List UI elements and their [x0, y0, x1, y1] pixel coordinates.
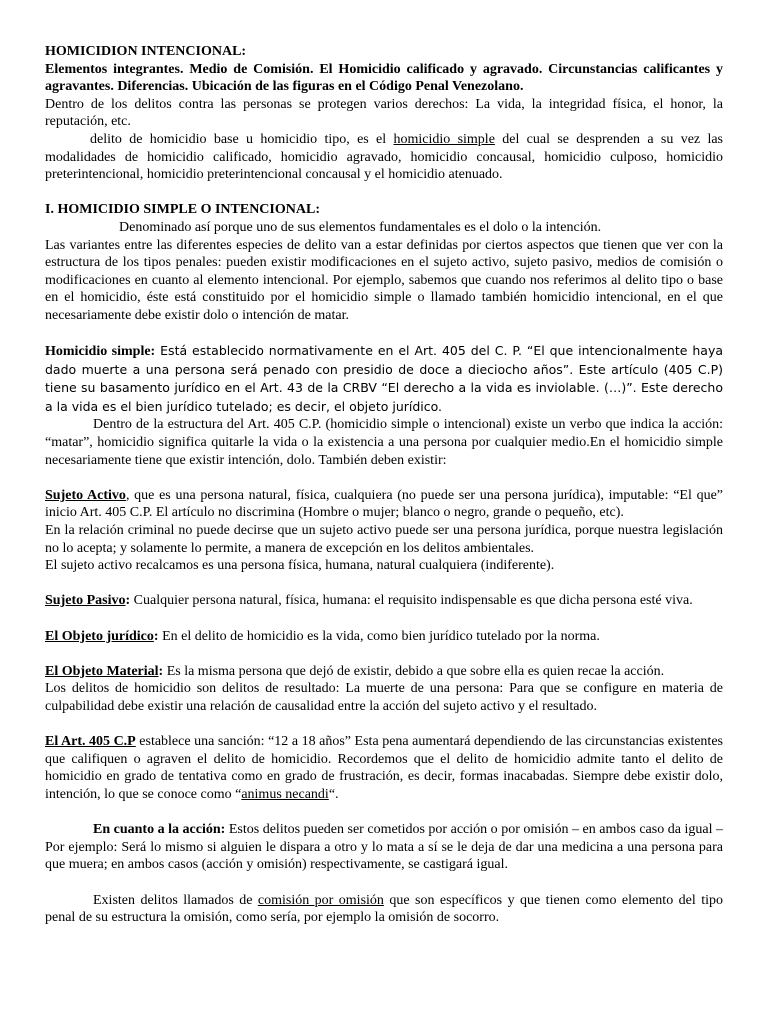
homicidio-simple-paragraph-2: Dentro de la estructura del Art. 405 C.P. (homicidio simple o intencional) existe un verbo que indica la acción: “matar”, homicidio significa quitarle la vida o la existencia a una persona por cualquier medio.En el homicidio simple necesariamente tiene que existir intención, dolo. También deben existir: — [45, 417, 723, 468]
animus-necandi-link: animus necandi — [241, 786, 329, 802]
comision-por-omision-link: comisión por omisión — [257, 892, 384, 908]
art-405-text-b: “. — [328, 786, 339, 802]
comision-text-b: que son específicos y que tienen como elemento del tipo penal de su estructura la omisión, como sería, por ejemplo la omisión de socorro. — [45, 892, 723, 926]
accion-label: En cuanto a la acción: — [93, 822, 226, 838]
document-subtitle: Elementos integrantes. Medio de Comisión. El Homicidio calificado y agravado. Circunstancias calificantes y agravantes. Diferencias. Ubicación de las figuras en el Código Penal Venezolano. — [45, 61, 723, 95]
homicidio-simple-text: Está establecido normativamente en el Art. 405 del C. P. “El que intencionalmente haya dado muerte a una persona será penado con presidio de doce a dieciocho años”. Este artículo (405 C.P) tiene su basamento jurídico en el Art. 43 de la CRBV “El derecho a la vida es inviolable. (…)”. Este derecho a la vida es el bien jurídico tutelado; es decir, el objeto jurídico. — [45, 343, 723, 414]
objeto-juridico-paragraph: El Objeto jurídico: En el delito de homicidio es la vida, como bien jurídico tutelado por la norma. — [45, 628, 600, 644]
objeto-juridico-label: El Objeto jurídico — [45, 628, 154, 644]
section-1-paragraph-2: Las variantes entre las diferentes especies de delito van a estar definidas por ciertos aspectos que tienen que ver con la estructura de los tipos penales: pueden existir modificaciones en el sujeto activo, sujeto pasivo, medios de comisión o modificaciones en cuanto al elemento intencional. Por ejemplo, sabemos que cuando nos referimos al delito tipo o base en el homicidio, éste está constituido por el homicidio simple o llamado también homicidio intencional, en el que necesariamente debe existir dolo o intención de matar. — [45, 237, 723, 323]
comision-text-a: Existen delitos llamados de — [93, 892, 258, 908]
homicidio-simple-link: homicidio simple — [393, 131, 495, 147]
objeto-material-text: Es la misma persona que dejó de existir, debido a que sobre ella es quien recae la acción. — [163, 663, 665, 679]
art-405-text-a: establece una sanción: “12 a 18 años” Esta pena aumentará dependiendo de las circunstancias existentes que califiquen o agraven el delito de homicidio. Recordemos que el delito de homicidio admite tanto el delito de homicidio en grado de tentativa como en grado de frustración, es decir, formas inacabadas. Siempre debe existir dolo, intención, lo que se conoce como “ — [45, 734, 723, 802]
intro-paragraph-1: Dentro de los delitos contra las personas se protegen varios derechos: La vida, la integridad física, el honor, la reputación, etc. — [45, 96, 723, 130]
sujeto-pasivo-text: Cualquier persona natural, física, humana: el requisito indispensable es que dicha persona esté viva. — [130, 593, 693, 609]
comision-omision-paragraph — [45, 892, 723, 927]
document-title: HOMICIDION INTENCIONAL: — [45, 44, 247, 59]
document-body — [45, 43, 723, 927]
homicidio-simple-paragraph — [45, 342, 723, 416]
accion-paragraph — [45, 821, 723, 874]
objeto-material-label: El Objeto Material — [45, 663, 159, 679]
intro-text-b: del cual se desprenden a su vez las modalidades de homicidio calificado, homicidio agravado, homicidio concausal, homicidio culposo, homicidio preterintencional, homicidio preterintencional concausal y el homicidio atenuado. — [45, 131, 723, 183]
sujeto-activo-paragraph-3: El sujeto activo recalcamos es una persona física, humana, natural cualquiera (indiferente). — [45, 558, 555, 574]
accion-text: Estos delitos pueden ser cometidos por acción o por omisión – en ambos caso da igual – Por ejemplo: Será lo mismo si alguien le dispara a otro y lo mata a sí se le deja de dar una medicina a una persona para que muera; en ambos casos (acción y omisión) respectivamente, se castigará igual. — [45, 822, 723, 873]
sujeto-activo-text: , que es una persona natural, física, cualquiera (no puede ser una persona jurídica), imputable: “El que” inicio Art. 405 C.P. El artículo no discrimina (Hombre o mujer; blanco o negro, grande o pequeño, etc). — [45, 487, 723, 521]
sujeto-activo-paragraph — [45, 487, 723, 522]
sujeto-activo-paragraph-2: En la relación criminal no puede decirse que un sujeto activo puede ser una persona jurídica, porque nuestra legislación no lo acepta; y solamente lo permite, a manera de excepción en los delitos ambientales. — [45, 523, 723, 556]
section-1-heading: I. HOMICIDIO SIMPLE O INTENCIONAL: — [45, 202, 320, 218]
intro-paragraph-2 — [45, 131, 723, 184]
homicidio-simple-label: Homicidio simple: — [45, 344, 156, 360]
objeto-material-paragraph-2: Los delitos de homicidio son delitos de resultado: La muerte de una persona: Para que se configure en materia de culpabilidad debe existir una relación de causalidad entre la acción del sujeto activo y el resultado. — [45, 681, 723, 714]
intro-text-a: delito de homicidio base u homicidio tipo, es el — [90, 131, 394, 147]
art-405-paragraph — [45, 733, 723, 803]
section-1-paragraph-1: Denominado así porque uno de sus elementos fundamentales es el dolo o la intención. — [119, 219, 602, 235]
sujeto-pasivo-label: Sujeto Pasivo — [45, 593, 126, 609]
objeto-juridico-text: En el delito de homicidio es la vida, como bien jurídico tutelado por la norma. — [158, 628, 600, 644]
sujeto-activo-label: Sujeto Activo — [45, 487, 126, 503]
objeto-material-paragraph: El Objeto Material: Es la misma persona que dejó de existir, debido a que sobre ella es quien recae la acción. — [45, 663, 665, 679]
sujeto-pasivo-paragraph: Sujeto Pasivo: Cualquier persona natural, física, humana: el requisito indispensable es que dicha persona esté viva. — [45, 593, 693, 609]
art-405-label: El Art. 405 C.P — [45, 734, 136, 750]
